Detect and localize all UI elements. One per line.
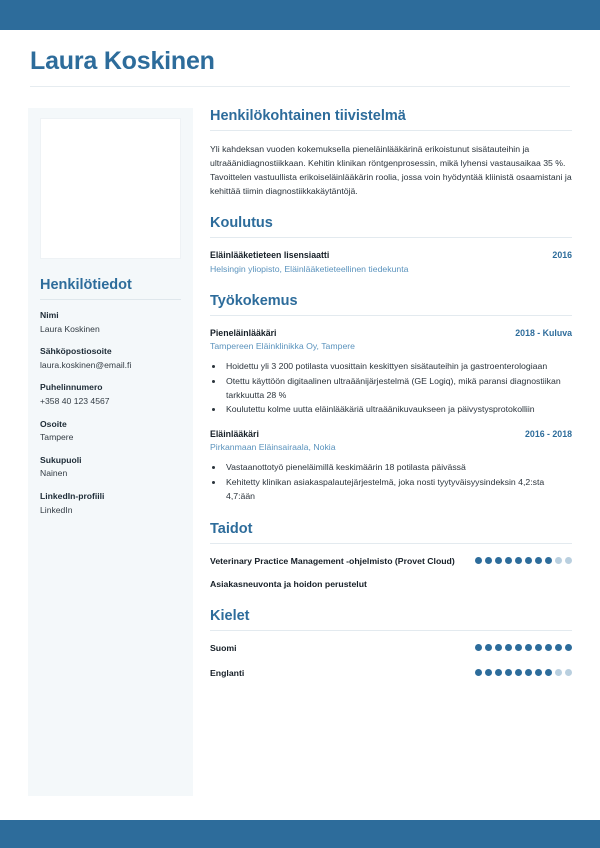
rating-dot-filled [495, 557, 502, 564]
rating-dot-filled [515, 557, 522, 564]
personal-detail-item [40, 382, 181, 407]
rating-dots [475, 667, 572, 676]
sidebar [28, 108, 193, 796]
rating-dot-filled [545, 557, 552, 564]
personal-detail-value: +358 40 123 4567 [40, 395, 110, 406]
language-row [210, 642, 572, 655]
main-column [210, 108, 572, 696]
skill-row [210, 578, 572, 591]
rating-dot-filled [505, 644, 512, 651]
language-row [210, 667, 572, 680]
rating-dot-filled [535, 669, 542, 676]
section-education [210, 215, 572, 275]
rating-dot-filled [515, 669, 522, 676]
section-heading-education: Koulutus [210, 215, 273, 232]
section-divider [210, 237, 572, 238]
entry-bullet: • Kehitetty klinikan asiakaspalautejärjestelmä, joka nosti tyytyväisyysindeksin 4,2:sta 4,7:ään [224, 476, 572, 504]
rating-dot-filled [475, 557, 482, 564]
section-divider [210, 543, 572, 544]
rating-dot-filled [485, 557, 492, 564]
language-label: Englanti [210, 667, 245, 678]
personal-detail-value: Tampere [40, 432, 74, 443]
top-accent-bar [0, 0, 600, 30]
section-skills [210, 521, 572, 591]
section-heading-summary: Henkilökohtainen tiivistelmä [210, 108, 406, 124]
section-divider [210, 630, 572, 631]
rating-dot-empty [565, 669, 572, 676]
entry-bullet: • Vastaanottotyö pieneläimillä keskimäärin 18 potilasta päivässä [224, 461, 572, 475]
page-title: Laura Koskinen [30, 47, 215, 75]
personal-detail-item [40, 491, 181, 516]
personal-detail-label: Sukupuoli [40, 454, 82, 465]
rating-dots [475, 642, 572, 651]
section-heading-languages: Kielet [210, 607, 250, 624]
section-divider [210, 130, 572, 131]
section-heading-skills: Taidot [210, 520, 253, 537]
personal-details-list [40, 310, 181, 516]
entry-bullet: • Otettu käyttöön digitaalinen ultraäänijärjestelmä (GE Logiq), mikä paransi diagnostiikan tarkkuutta 28 % [224, 375, 572, 403]
entry-header [210, 428, 572, 440]
entry-bullet: • Hoidettu yli 3 200 potilasta vuosittain keskittyen sisätauteihin ja gastroenterologiaan [224, 360, 572, 374]
rating-dot-filled [545, 644, 552, 651]
sidebar-heading-personal-details: Henkilötiedot [40, 277, 132, 293]
rating-dot-empty [555, 557, 562, 564]
title-divider [30, 86, 570, 87]
personal-detail-label: Nimi [40, 310, 59, 320]
skill-row [210, 555, 572, 568]
personal-detail-item [40, 455, 181, 480]
rating-dots [475, 555, 572, 564]
rating-dot-filled [565, 644, 572, 651]
bottom-accent-bar [0, 820, 600, 848]
personal-detail-label: Osoite [40, 418, 67, 429]
rating-dot-filled [515, 644, 522, 651]
skill-label: Veterinary Practice Management -ohjelmisto (Provet Cloud) [210, 555, 455, 566]
rating-dot-filled [495, 644, 502, 651]
section-experience [210, 293, 572, 504]
entry-organization: Pirkanmaan Eläinsairaala, Nokia [210, 442, 336, 453]
rating-dot-filled [535, 644, 542, 651]
entry-date: 2016 [552, 250, 572, 261]
entry-header [210, 327, 572, 339]
experience-entry [210, 327, 572, 417]
rating-dot-empty [555, 669, 562, 676]
rating-dot-filled [555, 644, 562, 651]
section-summary [210, 108, 572, 198]
section-languages [210, 608, 572, 679]
personal-detail-item [40, 346, 181, 371]
entry-organization: Tampereen Eläinklinikka Oy, Tampere [210, 341, 356, 352]
section-divider [210, 315, 572, 316]
rating-dot-filled [545, 669, 552, 676]
experience-entry [210, 428, 572, 504]
education-entry [210, 249, 572, 275]
entry-date: 2016 - 2018 [525, 429, 572, 440]
sidebar-heading-divider [40, 299, 181, 300]
rating-dot-filled [495, 669, 502, 676]
entry-bullet: • Koulutettu kolme uutta eläinlääkäriä ultraäänikuvaukseen ja päivystysprotokolliin [224, 403, 572, 417]
entry-bullet-list [224, 360, 572, 417]
personal-detail-value: laura.koskinen@email.fi [40, 359, 132, 370]
rating-dot-filled [535, 557, 542, 564]
name-block [30, 48, 570, 87]
summary-text: Yli kahdeksan vuoden kokemuksella pieneläinlääkärinä erikoistunut sisätauteihin ja ultraäänidiagnostiikkaan. Kehitin klinikan röntgenprosessin, mikä lyhensi vastausaikaa 35 %. Tavoittelen vastuullista erikoiseläinlääkärin roolia, jossa voin hyödyntää kliinistä osaamistani ja kehittää tiimin diagnostiikkakäytäntöjä. [210, 144, 572, 197]
language-list [210, 642, 572, 679]
entry-header [210, 249, 572, 261]
personal-detail-label: Sähköpostiosoite [40, 346, 112, 357]
rating-dot-filled [525, 557, 532, 564]
rating-dot-empty [565, 557, 572, 564]
personal-detail-value: Nainen [40, 468, 68, 479]
entry-organization: Helsingin yliopisto, Eläinlääketieteellinen tiedekunta [210, 263, 409, 274]
rating-dot-filled [475, 644, 482, 651]
photo-placeholder [40, 118, 181, 259]
personal-detail-value: Laura Koskinen [40, 323, 100, 334]
personal-detail-label: LinkedIn-profiili [40, 490, 105, 501]
rating-dot-filled [505, 669, 512, 676]
rating-dot-filled [525, 669, 532, 676]
skill-list [210, 555, 572, 591]
personal-detail-item [40, 419, 181, 444]
rating-dot-filled [485, 644, 492, 651]
rating-dot-filled [475, 669, 482, 676]
entry-date: 2018 - Kuluva [515, 327, 572, 338]
experience-entry-list [210, 327, 572, 504]
section-heading-experience: Työkokemus [210, 292, 298, 309]
rating-dot-filled [525, 644, 532, 651]
education-entry-list [210, 249, 572, 275]
personal-detail-value: LinkedIn [40, 504, 73, 515]
rating-dot-filled [485, 669, 492, 676]
skill-label: Asiakasneuvonta ja hoidon perustelut [210, 579, 367, 590]
language-label: Suomi [210, 642, 237, 653]
entry-title: Pieneläinlääkäri [210, 327, 277, 338]
personal-detail-item [40, 310, 181, 335]
personal-detail-label: Puhelinnumero [40, 382, 103, 393]
rating-dot-filled [505, 557, 512, 564]
entry-bullet-list [224, 461, 572, 503]
entry-title: Eläinlääketieteen lisensiaatti [210, 250, 330, 261]
entry-title: Eläinlääkäri [210, 429, 259, 440]
